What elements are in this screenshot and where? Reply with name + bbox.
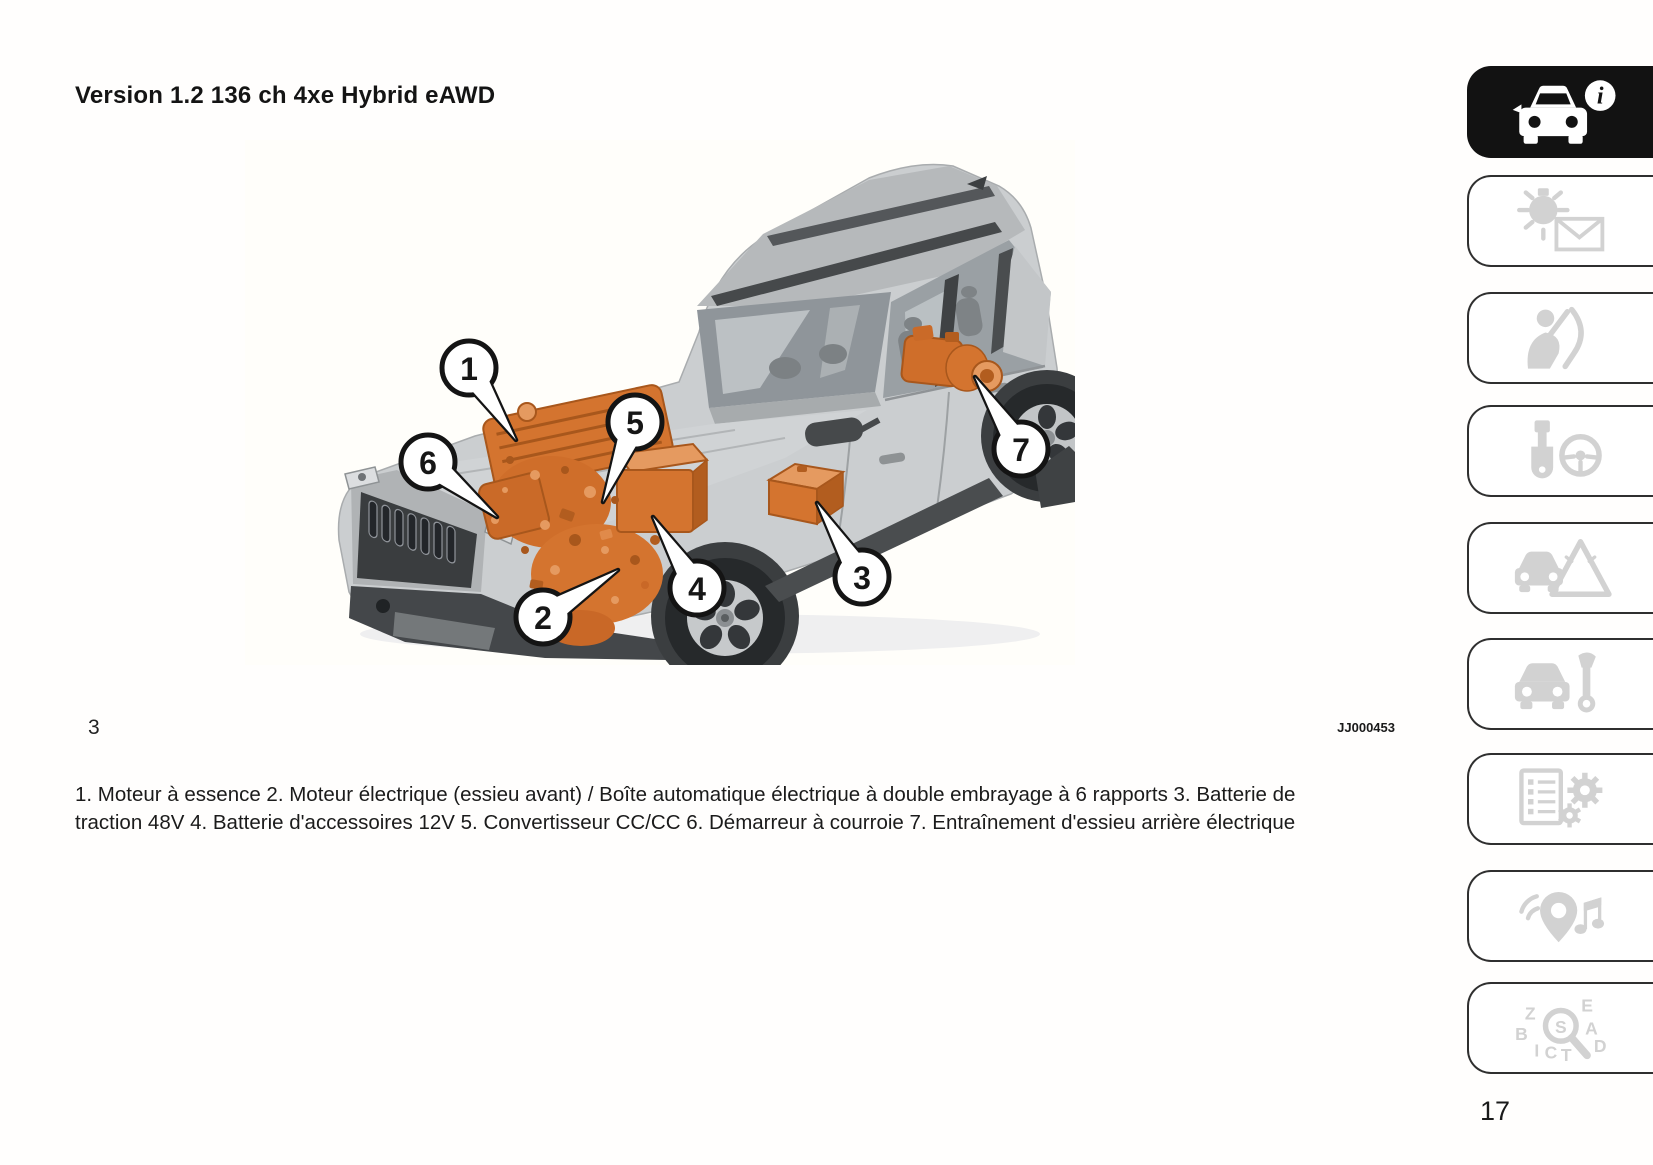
svg-text:1: 1 [460,351,478,387]
index-search-letters-icon [1504,993,1622,1063]
index-letter: A [1585,1018,1598,1039]
key-steering-wheel-icon [1504,416,1622,486]
sidebar-tab-index[interactable] [1467,982,1653,1074]
seatbelt-person-icon [1504,303,1622,373]
sidebar-tab-technical-data[interactable] [1467,753,1653,845]
svg-text:2: 2 [534,600,552,636]
sidebar-tab-warning-lights[interactable] [1467,175,1653,267]
svg-text:6: 6 [419,445,437,481]
figure-caption: 1. Moteur à essence 2. Moteur électrique (essieu avant) / Boîte automatique électrique à double embrayage à 6 rapports 3. Batterie de traction 48V 4. Batterie d'accessoires 12V 5. Convertisseur CC/CC 6. Démarreur à courroie 7. Entraînement d'essieu arrière électrique [75,782,1296,834]
index-letter: I [1534,1040,1540,1061]
index-letter: D [1593,1036,1607,1057]
spec-list-gears-icon [1504,764,1622,834]
page-title: Version 1.2 136 ch 4xe Hybrid eAWD [75,82,496,109]
svg-text:4: 4 [688,571,706,607]
page-number: 17 [1480,1096,1511,1126]
index-letter: E [1581,995,1593,1016]
sidebar-tab-starting-driving[interactable] [1467,405,1653,497]
car-wrench-icon [1504,649,1622,719]
index-letter: T [1560,1044,1572,1063]
info-glyph: i [1596,83,1604,110]
vehicle-cutaway-figure [245,140,1075,665]
index-letter: Z [1524,1003,1536,1024]
svg-text:3: 3 [853,560,871,596]
sidebar-tab-safety[interactable] [1467,292,1653,384]
sidebar-tab-vehicle-info[interactable] [1467,66,1653,158]
index-letter: B [1515,1024,1528,1045]
callout-1 [442,341,516,440]
car-info-icon [1504,77,1622,147]
sidebar-tab-emergency[interactable] [1467,522,1653,614]
warning-light-mail-icon [1504,186,1622,256]
figure-number: 3 [88,716,100,739]
svg-text:5: 5 [626,405,644,441]
sidebar-tab-servicing[interactable] [1467,638,1653,730]
svg-text:7: 7 [1012,432,1030,468]
figure-image-code: JJ000453 [1337,720,1395,735]
magnifier-letter: S [1554,1016,1567,1037]
index-letter: C [1544,1042,1558,1063]
car-warning-triangle-icon [1504,533,1622,603]
sidebar-tab-multimedia[interactable] [1467,870,1653,962]
car-cutaway-illustration [245,140,1075,665]
multimedia-pin-music-icon [1504,881,1622,951]
